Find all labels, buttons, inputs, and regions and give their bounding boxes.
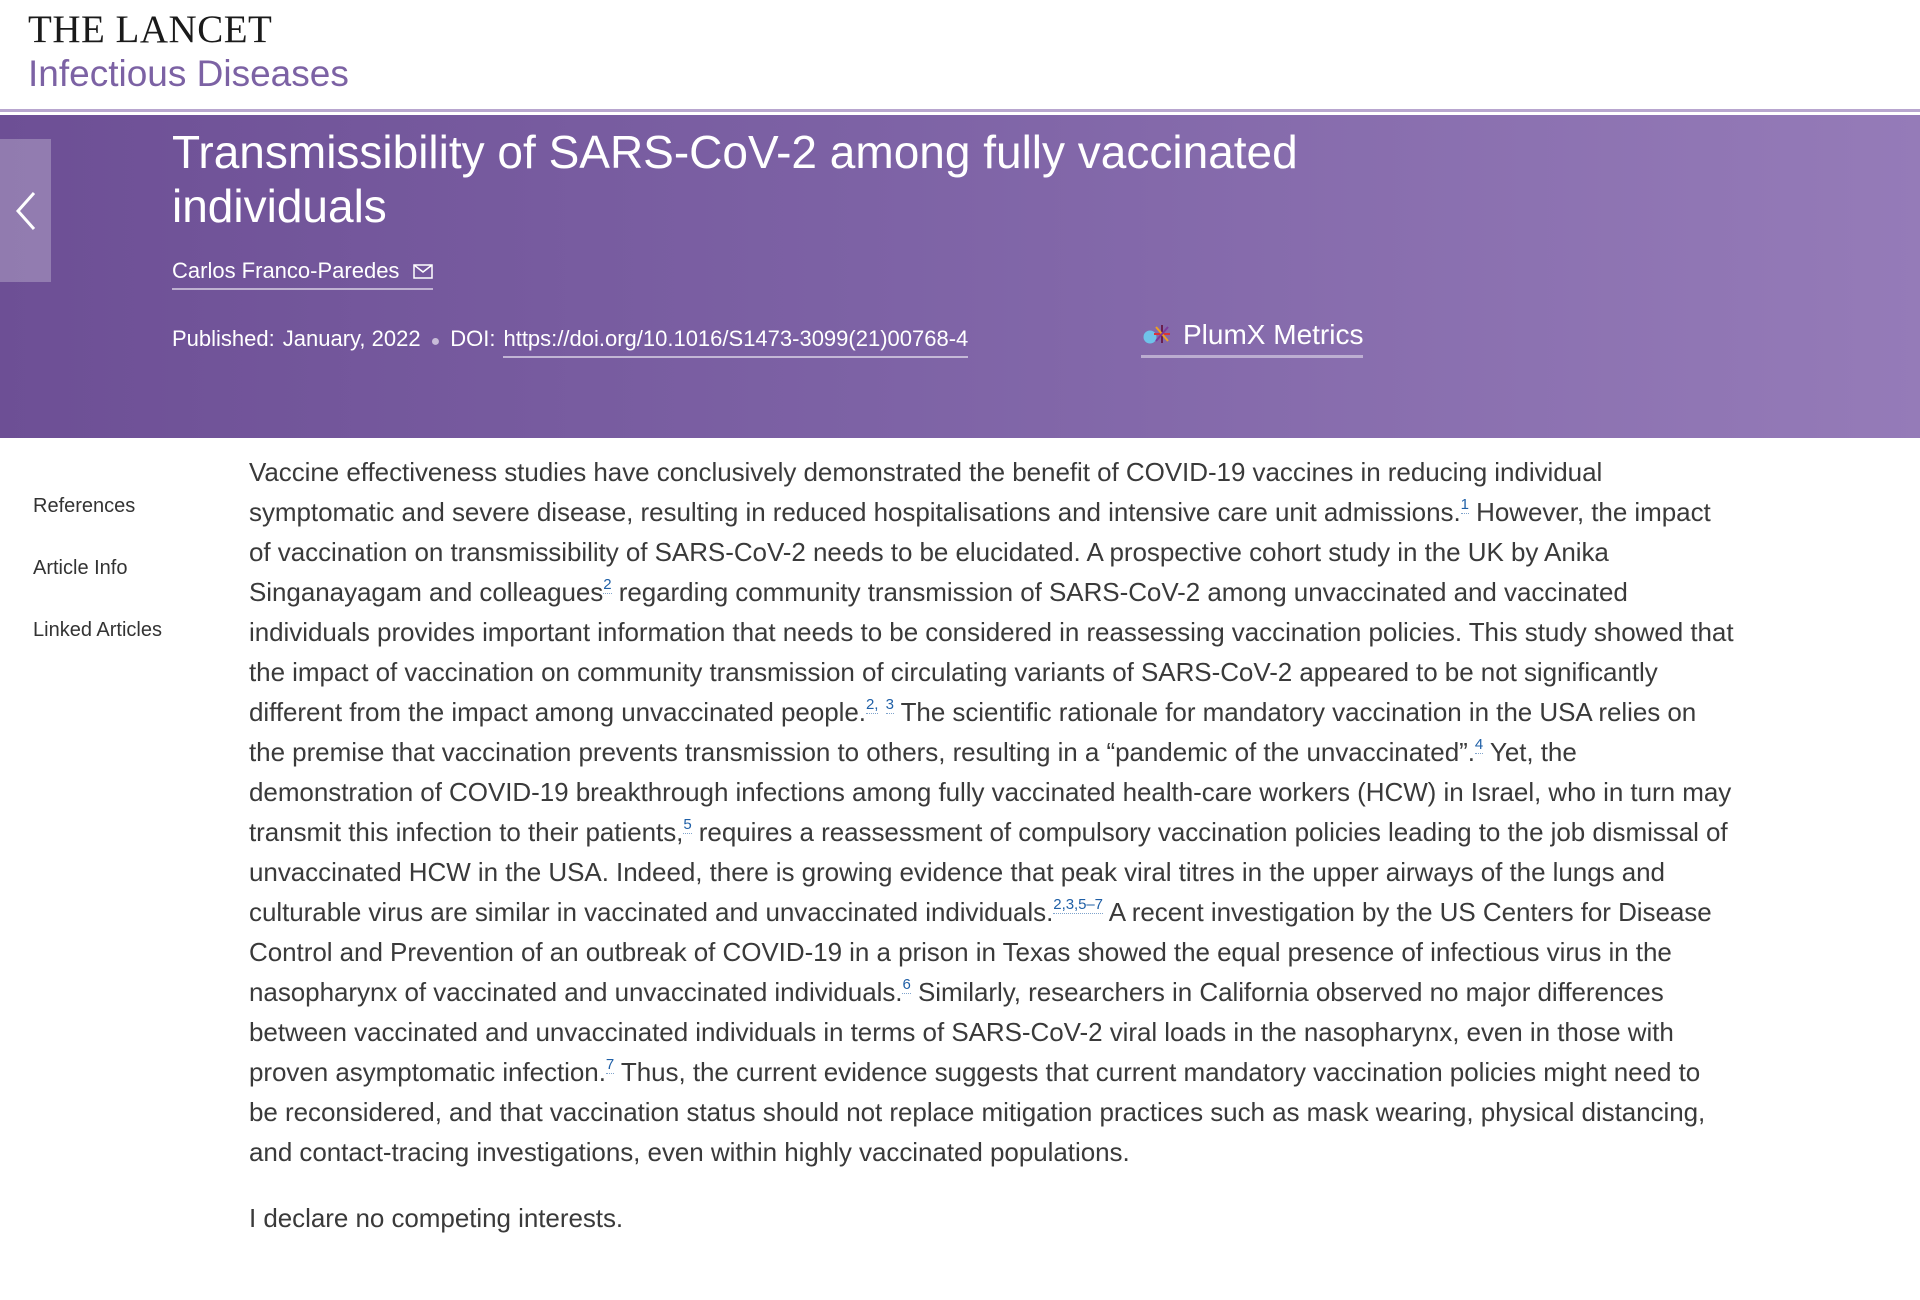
reference-link[interactable]: 2 <box>603 576 612 593</box>
author-link[interactable]: Carlos Franco-Paredes <box>172 258 400 283</box>
article-body <box>249 452 1734 1238</box>
back-button[interactable] <box>0 139 51 282</box>
plumx-logo-icon <box>1141 320 1175 351</box>
journal-name-bottom: Infectious Diseases <box>28 53 349 94</box>
article-sidebar-nav <box>33 493 223 679</box>
meta-separator: ● <box>430 333 441 350</box>
reference-link[interactable]: 3 <box>885 696 894 713</box>
plumx-label: PlumX Metrics <box>1183 319 1364 350</box>
nav-item-references[interactable]: References <box>33 495 136 517</box>
reference-link[interactable]: 2, <box>865 696 879 713</box>
body-paragraph: Vaccine effectiveness studies have conclusively demonstrated the benefit of COVID-19 vaccines in reducing individual symptomatic and severe disease, resulting in reduced hospitalisations and intensive care unit admissions.$^1$ However, the impact of vaccination on transmissibility of SARS-CoV-2 needs to be elucidated. A prospective cohort study in the UK by Anika Singanayagam and colleagues$^2$ regarding community transmission of SARS-CoV-2 among unvaccinated and vaccinated individuals provides important information that needs to be considered in reassessing vaccination policies. This study showed that the impact of vaccination on community transmission of circulating variants of SARS-CoV-2 appeared to be not significantly different from the impact among unvaccinated people.$^{2,}$ $^3$ The scientific rationale for mandatory vaccination in the USA relies on the premise that vaccination prevents transmission to others, resulting in a “pandemic of the unvaccinated”.$^4$ Yet, the demonstration of COVID-19 breakthrough infections among fully vaccinated health-care workers (HCW) in Israel, who in turn may transmit this infection to their patients,$^5$ requires a reassessment of compulsory vaccination policies leading to the job dismissal of unvaccinated HCW in the USA. Indeed, there is growing evidence that peak viral titres in the upper airways of the lungs and culturable virus are similar in vaccinated and unvaccinated individuals.$^{2,3,5-7}$ A recent investigation by the US Centers for Disease Control and Prevention of an outbreak of COVID-19 in a prison in Texas showed the equal presence of infectious virus in the nasopharynx of vaccinated and unvaccinated individuals.$^6$ Similarly, researchers in California observed no major differences between vaccinated and unvaccinated individuals in terms of SARS-CoV-2 viral loads in the nasopharynx, even in those with proven asymptomatic infection.$^7$ Thus, the current evidence suggests that current mandatory vaccination policies might need to be reconsidered, and that vaccination status should not replace mitigation practices such as mask wearing, physical distancing, and contact-tracing investigations, even within highly vaccinated populations. <box>249 457 1734 1167</box>
doi-label: DOI: <box>450 326 496 351</box>
published-label: Published: <box>172 326 275 351</box>
journal-logo[interactable] <box>28 10 349 96</box>
article-title: Transmissibility of SARS-CoV-2 among fully vaccinated individuals <box>172 126 1298 232</box>
reference-link[interactable]: 4 <box>1474 736 1484 753</box>
nav-item-article-info[interactable]: Article Info <box>33 557 128 579</box>
doi-link[interactable]: https://doi.org/10.1016/S1473-3099(21)00768-4 <box>503 325 968 358</box>
article-banner <box>0 115 1920 438</box>
competing-interests-statement: I declare no competing interests. <box>249 1203 624 1233</box>
envelope-icon[interactable] <box>413 264 433 279</box>
reference-link[interactable]: 6 <box>902 976 911 993</box>
reference-link[interactable]: 2,3,5–7 <box>1053 896 1103 913</box>
reference-link[interactable]: 7 <box>605 1056 615 1073</box>
published-date: January, 2022 <box>282 326 421 351</box>
publication-meta <box>172 325 968 358</box>
reference-link[interactable]: 5 <box>683 816 692 833</box>
site-header <box>0 0 1920 109</box>
chevron-left-icon <box>14 189 38 233</box>
author-row <box>172 257 433 290</box>
header-divider <box>0 109 1920 112</box>
plumx-metrics-link[interactable] <box>1141 319 1363 358</box>
reference-link[interactable]: 1 <box>1460 496 1469 513</box>
journal-name-top: THE LANCET <box>28 8 273 51</box>
nav-item-linked-articles[interactable]: Linked Articles <box>33 619 162 641</box>
